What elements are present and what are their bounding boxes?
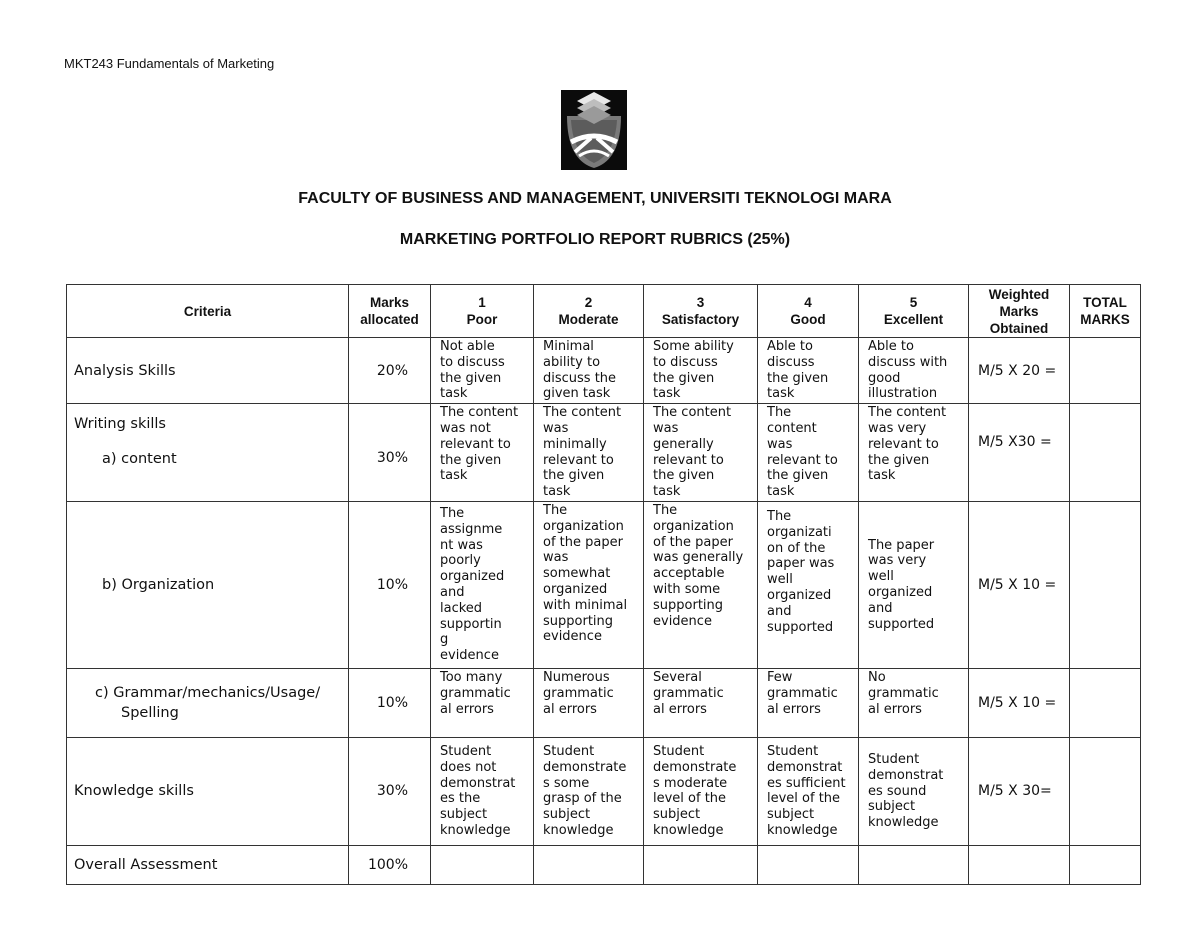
weighted-cell: M/5 X 30= bbox=[969, 737, 1070, 845]
total-cell[interactable] bbox=[1070, 501, 1141, 668]
total-cell[interactable] bbox=[1070, 404, 1141, 502]
descriptor-cell: Student demonstrat es sound subject knowledge bbox=[859, 737, 969, 845]
table-row bbox=[67, 737, 1141, 845]
col-marks-allocated: Marks allocated bbox=[349, 285, 431, 338]
descriptor-cell: Student demonstrate s some grasp of the subject knowledge bbox=[534, 737, 644, 845]
descriptor-cell: Too many grammatic al errors bbox=[431, 668, 534, 737]
descriptor-cell: The content was relevant to the given task bbox=[758, 404, 859, 502]
descriptor-cell: No grammatic al errors bbox=[859, 668, 969, 737]
descriptor-cell bbox=[758, 845, 859, 884]
col-score-1: 1 Poor bbox=[431, 285, 534, 338]
course-header: MKT243 Fundamentals of Marketing bbox=[64, 56, 275, 71]
weighted-cell: M/5 X 10 = bbox=[969, 668, 1070, 737]
total-cell[interactable] bbox=[1070, 845, 1141, 884]
criteria-cell: Analysis Skills bbox=[67, 338, 349, 404]
descriptor-cell: The paper was very well organized and supported bbox=[859, 501, 969, 668]
col-criteria: Criteria bbox=[67, 285, 349, 338]
descriptor-cell: Minimal ability to discuss the given task bbox=[534, 338, 644, 404]
descriptor-cell: The content was generally relevant to the given task bbox=[644, 404, 758, 502]
weighted-cell bbox=[969, 845, 1070, 884]
total-cell[interactable] bbox=[1070, 737, 1141, 845]
descriptor-cell: The content was very relevant to the given task bbox=[859, 404, 969, 502]
marks-cell: 100% bbox=[349, 845, 431, 884]
criteria-cell: Writing skills a) content bbox=[67, 404, 349, 502]
descriptor-cell: Few grammatic al errors bbox=[758, 668, 859, 737]
weighted-cell: M/5 X 20 = bbox=[969, 338, 1070, 404]
col-score-5: 5 Excellent bbox=[859, 285, 969, 338]
descriptor-cell bbox=[534, 845, 644, 884]
criteria-cell: Overall Assessment bbox=[67, 845, 349, 884]
table-row bbox=[67, 668, 1141, 737]
table-row bbox=[67, 501, 1141, 668]
descriptor-cell bbox=[644, 845, 758, 884]
rubric-table bbox=[66, 284, 1141, 885]
descriptor-cell: Student demonstrate s moderate level of the subject knowledge bbox=[644, 737, 758, 845]
descriptor-cell: Some ability to discuss the given task bbox=[644, 338, 758, 404]
descriptor-cell: The organization of the paper was somewhat organized with minimal supporting evidence bbox=[534, 501, 644, 668]
descriptor-cell: Able to discuss with good illustration bbox=[859, 338, 969, 404]
total-cell[interactable] bbox=[1070, 668, 1141, 737]
descriptor-cell bbox=[431, 845, 534, 884]
criteria-cell: Knowledge skills bbox=[67, 737, 349, 845]
col-weighted-marks: Weighted Marks Obtained bbox=[969, 285, 1070, 338]
table-row bbox=[67, 404, 1141, 502]
col-score-2: 2 Moderate bbox=[534, 285, 644, 338]
university-crest-icon bbox=[561, 90, 627, 170]
col-score-3: 3 Satisfactory bbox=[644, 285, 758, 338]
faculty-title: FACULTY OF BUSINESS AND MANAGEMENT, UNIVERSITI TEKNOLOGI MARA bbox=[298, 190, 892, 207]
table-row bbox=[67, 845, 1141, 884]
weighted-cell: M/5 X30 = bbox=[969, 404, 1070, 502]
criteria-cell: c) Grammar/mechanics/Usage/ Spelling bbox=[67, 668, 349, 737]
criteria-cell: b) Organization bbox=[67, 501, 349, 668]
marks-cell: 30% bbox=[349, 737, 431, 845]
descriptor-cell: Numerous grammatic al errors bbox=[534, 668, 644, 737]
descriptor-cell: The content was not relevant to the given task bbox=[431, 404, 534, 502]
descriptor-cell: Several grammatic al errors bbox=[644, 668, 758, 737]
marks-cell: 30% bbox=[349, 404, 431, 502]
rubric-title: MARKETING PORTFOLIO REPORT RUBRICS (25%) bbox=[399, 231, 791, 248]
header-row bbox=[67, 285, 1141, 338]
descriptor-cell: The organizati on of the paper was well organized and supported bbox=[758, 501, 859, 668]
total-cell[interactable] bbox=[1070, 338, 1141, 404]
marks-cell: 10% bbox=[349, 668, 431, 737]
table-row bbox=[67, 338, 1141, 404]
marks-cell: 10% bbox=[349, 501, 431, 668]
marks-cell: 20% bbox=[349, 338, 431, 404]
descriptor-cell: Student demonstrat es sufficient level of the subject knowledge bbox=[758, 737, 859, 845]
descriptor-cell: Not able to discuss the given task bbox=[431, 338, 534, 404]
col-score-4: 4 Good bbox=[758, 285, 859, 338]
col-total-marks: TOTAL MARKS bbox=[1070, 285, 1141, 338]
descriptor-cell: The content was minimally relevant to the given task bbox=[534, 404, 644, 502]
descriptor-cell: The organization of the paper was generally acceptable with some supporting evidence bbox=[644, 501, 758, 668]
descriptor-cell: Able to discuss the given task bbox=[758, 338, 859, 404]
descriptor-cell: Student does not demonstrat es the subject knowledge bbox=[431, 737, 534, 845]
descriptor-cell: The assignme nt was poorly organized and lacked supportin g evidence bbox=[431, 501, 534, 668]
descriptor-cell bbox=[859, 845, 969, 884]
weighted-cell: M/5 X 10 = bbox=[969, 501, 1070, 668]
